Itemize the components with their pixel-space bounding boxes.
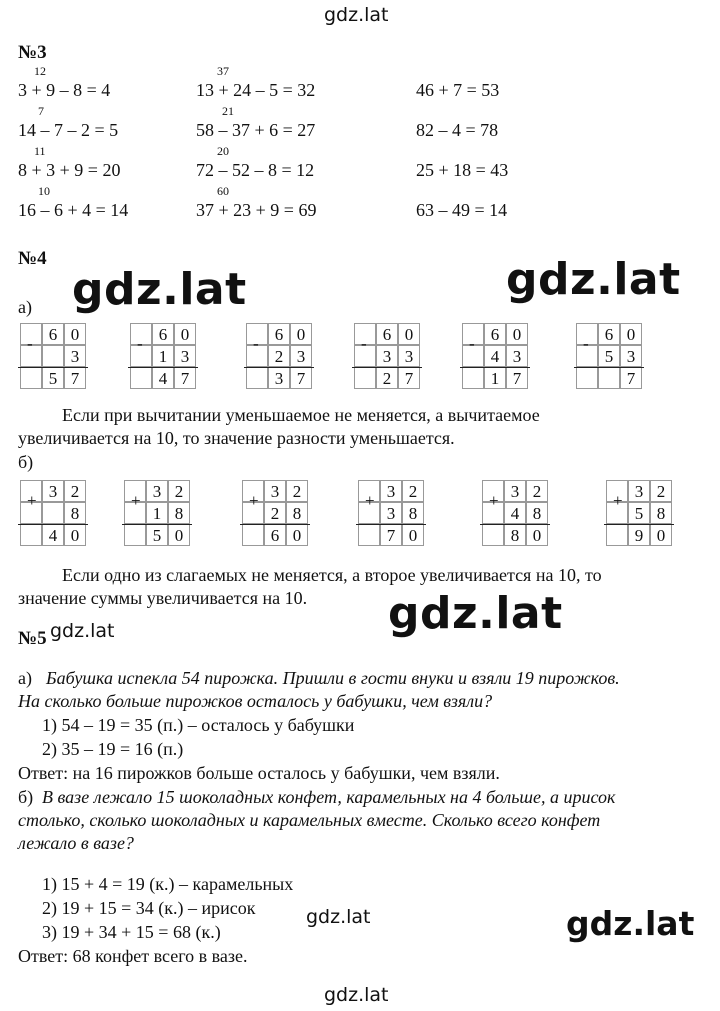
task5-a-problem-line2: На сколько больше пирожков осталось у бабушки, чем взяли? <box>18 691 493 711</box>
watermark-bottom: gdz.lat <box>324 984 389 1006</box>
watermark-large-right: gdz.lat <box>506 254 681 305</box>
addition-second-digit: 8 <box>286 502 308 524</box>
subtraction-top-digit: 6 <box>268 323 290 345</box>
subtraction-second-digit: 3 <box>174 345 196 367</box>
watermark-large-middle: gdz.lat <box>388 588 563 639</box>
subtraction-result-line <box>244 367 314 368</box>
addition-result-line <box>122 524 192 525</box>
addition-top-digit: 2 <box>526 480 548 502</box>
addition-result-digit: 9 <box>628 524 650 546</box>
addition-second-digit: 8 <box>402 502 424 524</box>
watermark-small-left: gdz.lat <box>50 620 115 642</box>
addition-result-line <box>480 524 550 525</box>
subtraction-result-line <box>128 367 198 368</box>
addition-result-line <box>356 524 426 525</box>
addition-operator: + <box>249 491 259 510</box>
task3-equation: 82 – 4 = 78 <box>416 120 499 140</box>
addition-second-digit: 5 <box>628 502 650 524</box>
task3-equation: 72 – 52 – 8 = 12 <box>196 160 315 180</box>
subtraction-grid <box>130 323 196 389</box>
addition-top-digit: 2 <box>168 480 190 502</box>
addition-result-line <box>18 524 88 525</box>
addition-grid <box>482 480 548 546</box>
task5-b-problem-line1: В вазе лежало 15 шоколадных конфет, карамельных на 4 больше, а ирисок <box>42 787 616 807</box>
addition-grid <box>124 480 190 546</box>
subtraction-result-line <box>460 367 530 368</box>
subtraction-top-digit: 6 <box>152 323 174 345</box>
addition-result-digit: 0 <box>286 524 308 546</box>
subtraction-top-digit: 6 <box>42 323 64 345</box>
subtraction-second-digit: 3 <box>290 345 312 367</box>
task5-a-label: а) <box>18 668 32 688</box>
task5-a-problem-line1: Бабушка испекла 54 пирожка. Пришли в гости внуки и взяли 19 пирожков. <box>46 668 620 688</box>
task5-b-answer: Ответ: 68 конфет всего в вазе. <box>18 946 248 966</box>
subtraction-empty-cell <box>462 367 484 389</box>
subtraction-empty-cell <box>354 367 376 389</box>
task3-sup: 12 <box>34 64 46 78</box>
subtraction-result-digit: 7 <box>174 367 196 389</box>
subtraction-operator: - <box>27 334 33 353</box>
addition-empty-cell <box>242 524 264 546</box>
task3-sup: 11 <box>34 144 46 158</box>
subtraction-empty-cell <box>246 367 268 389</box>
task4-a-conclusion-line2: увеличивается на 10, то значение разности уменьшается. <box>18 428 455 448</box>
subtraction-operator: - <box>361 334 367 353</box>
watermark-large-lower-right: gdz.lat <box>566 904 695 943</box>
addition-result-digit: 5 <box>146 524 168 546</box>
addition-second-digit: 1 <box>146 502 168 524</box>
task4-part-a-label: а) <box>18 297 32 317</box>
addition-grid <box>606 480 672 546</box>
watermark-large-left: gdz.lat <box>72 264 247 315</box>
addition-result-digit: 0 <box>64 524 86 546</box>
addition-result-line <box>240 524 310 525</box>
task3-equation: 16 – 6 + 4 = 14 <box>18 200 129 220</box>
subtraction-operator: - <box>583 334 589 353</box>
addition-operator: + <box>613 491 623 510</box>
task4-title: №4 <box>18 248 47 269</box>
addition-result-digit: 0 <box>526 524 548 546</box>
addition-grid <box>358 480 424 546</box>
subtraction-empty-cell <box>576 367 598 389</box>
addition-second-digit: 8 <box>168 502 190 524</box>
addition-top-digit: 2 <box>402 480 424 502</box>
task5-b-step: 2) 19 + 15 = 34 (к.) – ирисок <box>42 898 256 918</box>
addition-operator: + <box>489 491 499 510</box>
task3-equation: 3 + 9 – 8 = 4 <box>18 80 111 100</box>
subtraction-operator: - <box>469 334 475 353</box>
addition-result-digit: 0 <box>650 524 672 546</box>
subtraction-top-digit: 0 <box>174 323 196 345</box>
addition-result-digit: 4 <box>42 524 64 546</box>
addition-empty-cell <box>124 524 146 546</box>
addition-second-digit: 8 <box>650 502 672 524</box>
task3-equation: 37 + 23 + 9 = 69 <box>196 200 317 220</box>
subtraction-result-digit: 7 <box>620 367 642 389</box>
addition-operator: + <box>131 491 141 510</box>
addition-operator: + <box>365 491 375 510</box>
addition-second-digit <box>42 502 64 524</box>
task4-b-conclusion-line1: Если одно из слагаемых не меняется, а второе увеличивается на 10, то <box>62 565 602 585</box>
addition-second-digit: 2 <box>264 502 286 524</box>
task5-b-label: б) <box>18 787 34 807</box>
subtraction-grid <box>20 323 86 389</box>
subtraction-top-digit: 6 <box>484 323 506 345</box>
task3-sup: 10 <box>38 184 50 198</box>
addition-grid <box>20 480 86 546</box>
addition-result-digit: 6 <box>264 524 286 546</box>
addition-second-digit: 8 <box>64 502 86 524</box>
addition-operator: + <box>27 491 37 510</box>
subtraction-top-digit: 0 <box>506 323 528 345</box>
subtraction-result-line <box>18 367 88 368</box>
task3-sup: 20 <box>217 144 229 158</box>
task3-equation: 46 + 7 = 53 <box>416 80 500 100</box>
addition-top-digit: 3 <box>42 480 64 502</box>
task3-equation: 14 – 7 – 2 = 5 <box>18 120 119 140</box>
addition-grid <box>242 480 308 546</box>
task4-b-conclusion-line2: значение суммы увеличивается на 10. <box>18 588 308 608</box>
subtraction-result-digit: 7 <box>290 367 312 389</box>
addition-top-digit: 3 <box>146 480 168 502</box>
task5-b-step: 3) 19 + 34 + 15 = 68 (к.) <box>42 922 221 942</box>
task3-equation: 25 + 18 = 43 <box>416 160 509 180</box>
addition-empty-cell <box>358 524 380 546</box>
task5-b-step: 1) 15 + 4 = 19 (к.) – карамельных <box>42 874 294 894</box>
subtraction-grid <box>246 323 312 389</box>
addition-empty-cell <box>606 524 628 546</box>
subtraction-result-digit: 1 <box>484 367 506 389</box>
task3-title: №3 <box>18 42 47 63</box>
addition-top-digit: 3 <box>380 480 402 502</box>
subtraction-result-digit: 4 <box>152 367 174 389</box>
task4-a-conclusion-line1: Если при вычитании уменьшаемое не меняется, а вычитаемое <box>62 405 540 425</box>
subtraction-second-digit <box>42 345 64 367</box>
subtraction-result-digit: 7 <box>506 367 528 389</box>
addition-top-digit: 2 <box>64 480 86 502</box>
task5-a-answer: Ответ: на 16 пирожков больше осталось у бабушки, чем взяли. <box>18 763 500 783</box>
subtraction-result-digit: 2 <box>376 367 398 389</box>
task3-sup: 7 <box>38 104 44 118</box>
subtraction-top-digit: 0 <box>290 323 312 345</box>
addition-result-digit: 8 <box>504 524 526 546</box>
addition-result-digit: 0 <box>168 524 190 546</box>
subtraction-second-digit: 5 <box>598 345 620 367</box>
subtraction-result-digit: 7 <box>398 367 420 389</box>
task3-equation: 58 – 37 + 6 = 27 <box>196 120 316 140</box>
task3-equation: 13 + 24 – 5 = 32 <box>196 80 316 100</box>
addition-empty-cell <box>482 524 504 546</box>
subtraction-second-digit: 3 <box>64 345 86 367</box>
addition-top-digit: 3 <box>628 480 650 502</box>
task3-equation: 8 + 3 + 9 = 20 <box>18 160 121 180</box>
task3-sup: 37 <box>217 64 229 78</box>
task4-part-b-label: б) <box>18 452 34 472</box>
task3-equation: 63 – 49 = 14 <box>416 200 508 220</box>
addition-result-line <box>604 524 674 525</box>
subtraction-result-digit: 7 <box>64 367 86 389</box>
subtraction-second-digit: 3 <box>398 345 420 367</box>
watermark-small-lower: gdz.lat <box>306 906 371 928</box>
subtraction-second-digit: 2 <box>268 345 290 367</box>
addition-second-digit: 3 <box>380 502 402 524</box>
addition-top-digit: 2 <box>650 480 672 502</box>
addition-top-digit: 3 <box>504 480 526 502</box>
subtraction-grid <box>354 323 420 389</box>
subtraction-result-line <box>352 367 422 368</box>
subtraction-second-digit: 3 <box>376 345 398 367</box>
task5-b-problem-line2: столько, сколько шоколадных и карамельных вместе. Сколько всего конфет <box>18 810 601 830</box>
subtraction-grid <box>462 323 528 389</box>
subtraction-result-digit: 3 <box>268 367 290 389</box>
addition-top-digit: 3 <box>264 480 286 502</box>
subtraction-second-digit: 3 <box>620 345 642 367</box>
subtraction-top-digit: 0 <box>398 323 420 345</box>
watermark-top: gdz.lat <box>324 4 389 26</box>
subtraction-empty-cell <box>20 367 42 389</box>
addition-second-digit: 4 <box>504 502 526 524</box>
subtraction-operator: - <box>253 334 259 353</box>
addition-second-digit: 8 <box>526 502 548 524</box>
subtraction-grid <box>576 323 642 389</box>
subtraction-top-digit: 6 <box>598 323 620 345</box>
task3-sup: 60 <box>217 184 229 198</box>
subtraction-top-digit: 0 <box>64 323 86 345</box>
subtraction-second-digit: 1 <box>152 345 174 367</box>
subtraction-second-digit: 3 <box>506 345 528 367</box>
task5-b-problem-line3: лежало в вазе? <box>18 833 134 853</box>
subtraction-second-digit: 4 <box>484 345 506 367</box>
addition-result-digit: 7 <box>380 524 402 546</box>
task3-sup: 21 <box>222 104 234 118</box>
addition-empty-cell <box>20 524 42 546</box>
subtraction-top-digit: 0 <box>620 323 642 345</box>
task5-title: №5 <box>18 628 47 649</box>
subtraction-empty-cell <box>130 367 152 389</box>
subtraction-top-digit: 6 <box>376 323 398 345</box>
task5-a-step: 1) 54 – 19 = 35 (п.) – осталось у бабушки <box>42 715 355 735</box>
subtraction-result-line <box>574 367 644 368</box>
subtraction-result-digit: 5 <box>42 367 64 389</box>
subtraction-result-digit <box>598 367 620 389</box>
task5-a-step: 2) 35 – 19 = 16 (п.) <box>42 739 184 759</box>
addition-top-digit: 2 <box>286 480 308 502</box>
subtraction-operator: - <box>137 334 143 353</box>
addition-result-digit: 0 <box>402 524 424 546</box>
